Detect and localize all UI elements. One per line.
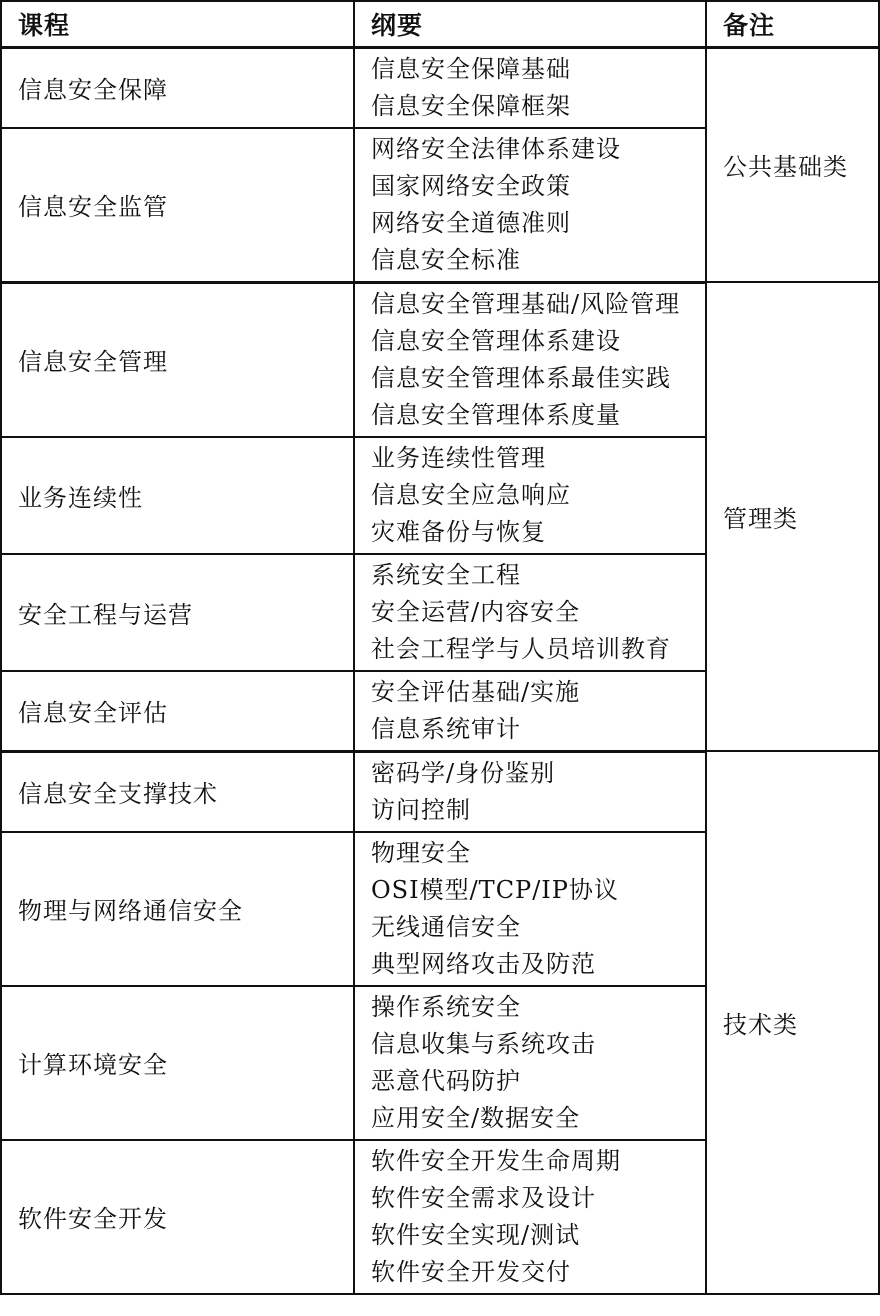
- syllabus-line: 信息安全保障框架: [371, 91, 571, 120]
- note-text: 管理类: [723, 505, 798, 533]
- syllabus-cell: [354, 554, 706, 671]
- syllabus-line: 信息安全管理体系最佳实践: [371, 363, 671, 392]
- table-row: [1, 47, 879, 128]
- syllabus-line: 信息系统审计: [371, 714, 521, 743]
- syllabus-line: 国家网络安全政策: [371, 171, 571, 200]
- syllabus-cell: [354, 671, 706, 752]
- syllabus-cell: [354, 437, 706, 554]
- syllabus-line: 软件安全需求及设计: [371, 1183, 596, 1212]
- note-text: 公共基础类: [723, 153, 848, 182]
- syllabus-line: 典型网络攻击及防范: [371, 949, 596, 978]
- syllabus-line: 业务连续性管理: [371, 443, 546, 472]
- syllabus-line: 灾难备份与恢复: [371, 517, 546, 546]
- syllabus-cell: [354, 751, 706, 832]
- syllabus-line: 系统安全工程: [371, 560, 521, 589]
- syllabus-cell: [354, 832, 706, 986]
- header-note: 备注: [706, 1, 879, 47]
- course-cell: 物理与网络通信安全: [1, 832, 354, 986]
- note-cell-group2: [706, 282, 879, 751]
- syllabus-cell: [354, 986, 706, 1140]
- header-syllabus: 纲要: [354, 1, 706, 47]
- syllabus-line: OSI模型/TCP/IP协议: [371, 875, 619, 904]
- syllabus-line: 软件安全实现/测试: [371, 1220, 581, 1249]
- syllabus-line: 访问控制: [371, 795, 471, 824]
- course-cell: 信息安全支撑技术: [1, 751, 354, 832]
- note-cell-group3: [706, 751, 879, 1294]
- syllabus-line: 信息收集与系统攻击: [371, 1029, 596, 1058]
- syllabus-line: 信息安全管理体系建设: [371, 326, 621, 355]
- header-course: 课程: [1, 1, 354, 47]
- table-row: [1, 282, 879, 437]
- syllabus-line: 信息安全管理基础/风险管理: [371, 289, 681, 318]
- syllabus-cell: [354, 128, 706, 283]
- course-cell: 信息安全监管: [1, 128, 354, 283]
- syllabus-line: 密码学/身份鉴别: [371, 758, 556, 787]
- note-text: 技术类: [723, 1010, 798, 1039]
- syllabus-line: 信息安全管理体系度量: [371, 400, 621, 429]
- syllabus-line: 安全运营/内容安全: [371, 597, 581, 626]
- course-cell: 信息安全保障: [1, 47, 354, 128]
- syllabus-line: 应用安全/数据安全: [371, 1103, 581, 1132]
- syllabus-line: 社会工程学与人员培训教育: [371, 634, 671, 663]
- course-cell: 业务连续性: [1, 437, 354, 554]
- syllabus-cell: [354, 47, 706, 128]
- syllabus-cell: [354, 1140, 706, 1294]
- course-cell: 信息安全评估: [1, 671, 354, 752]
- course-cell: 计算环境安全: [1, 986, 354, 1140]
- syllabus-line: 信息安全应急响应: [371, 480, 571, 509]
- syllabus-line: 安全评估基础/实施: [371, 677, 581, 706]
- syllabus-line: 无线通信安全: [371, 912, 521, 941]
- syllabus-line: 操作系统安全: [371, 992, 521, 1021]
- syllabus-line: 信息安全保障基础: [371, 54, 571, 83]
- note-cell-group1: [706, 47, 879, 282]
- syllabus-line: 恶意代码防护: [371, 1066, 521, 1095]
- course-cell: 信息安全管理: [1, 282, 354, 437]
- syllabus-cell: [354, 282, 706, 437]
- syllabus-line: 物理安全: [371, 838, 471, 867]
- syllabus-line: 软件安全开发交付: [371, 1257, 571, 1286]
- syllabus-line: 信息安全标准: [371, 245, 521, 274]
- table-header-row: [1, 1, 879, 47]
- course-cell: 软件安全开发: [1, 1140, 354, 1294]
- table-row: [1, 751, 879, 832]
- syllabus-line: 网络安全道德准则: [371, 208, 571, 237]
- syllabus-line: 网络安全法律体系建设: [371, 134, 621, 163]
- course-cell: 安全工程与运营: [1, 554, 354, 671]
- syllabus-line: 软件安全开发生命周期: [371, 1146, 621, 1175]
